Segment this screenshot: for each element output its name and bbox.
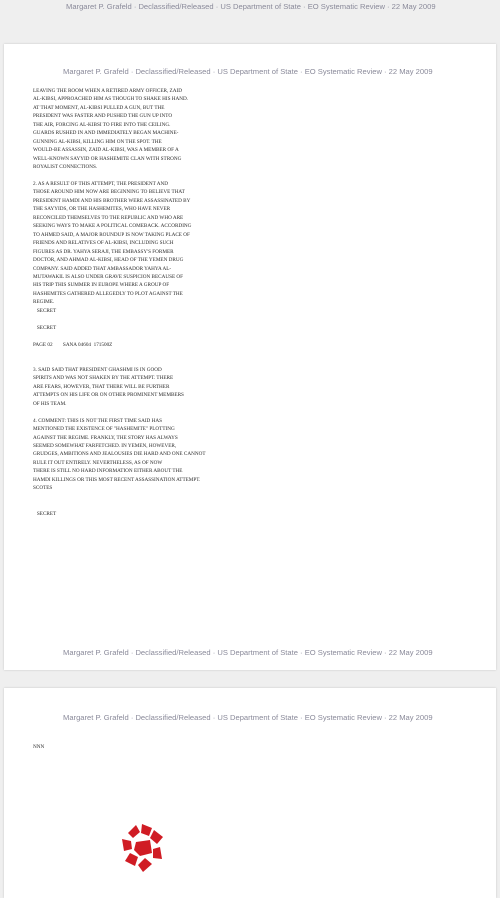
emblem-segments xyxy=(122,824,163,872)
body-line: GUARDS RUSHED IN AND IMMEDIATELY BEGAN MACHINE- xyxy=(33,130,179,137)
body-line: PAGE 02 SANA 04604 171500Z xyxy=(33,341,113,348)
body-line: SECRET xyxy=(33,324,57,331)
body-line: NNN xyxy=(33,744,45,750)
body-line: FRIENDS AND RELATIVES OF AL-KIBSI, INCLUDING SUCH xyxy=(33,240,174,247)
body-line: 2. AS A RESULT OF THIS ATTEMPT, THE PRESIDENT AND xyxy=(33,180,168,187)
body-line: AGAINST THE REGIME. FRANKLY, THE STORY HAS ALWAYS xyxy=(33,434,178,441)
body-line: COMPANY. SAID ADDED THAT AMBASSADOR YAHYA AL- xyxy=(33,265,172,272)
body-line: SEEKING WAYS TO MAKE A POLITICAL COMEBACK. ACCORDING xyxy=(33,223,192,230)
top-page-header: Margaret P. Grafeld · Declassified/Released · US Department of State · EO Systematic Review · 22 May 2009 xyxy=(66,2,436,11)
body-line: REGIME. xyxy=(33,299,55,306)
body-line: HAMDI KILLINGS OR THIS MOST RECENT ASSASSINATION ATTEMPT. xyxy=(33,476,201,483)
document-page-1 xyxy=(4,44,496,670)
body-line: SPIRITS AND WAS NOT SHAKEN BY THE ATTEMPT. THERE xyxy=(33,375,174,382)
body-line: LEAVING THE ROOM WHEN A RETIRED ARMY OFFICER, ZAID xyxy=(33,88,182,94)
body-line xyxy=(33,172,206,180)
body-line xyxy=(33,493,206,501)
body-line: THERE IS STILL NO HARD INFORMATION EITHER ABOUT THE xyxy=(33,468,183,475)
body-line: SEEMED SOMEWHAT FARFETCHED. IN YEMEN, HOWEVER, xyxy=(33,443,177,450)
body-line: RULE IT OUT ENTIRELY. NEVERTHELESS, AS OF NOW xyxy=(33,459,163,466)
body-line xyxy=(33,408,206,416)
page-2-body-text xyxy=(33,743,44,751)
body-line: THOSE AROUND HIM NOW ARE BEGINNING TO BELIEVE THAT xyxy=(33,189,185,196)
body-line: AT THAT MOMENT, AL-KIBSI PULLED A GUN, BUT THE xyxy=(33,104,165,111)
body-line: GRUDGES, AMBITIONS AND JEALOUSIES DIE HARD AND ONE CANNOT xyxy=(33,451,206,458)
body-line: HASHEMITES GATHERED ALLEGEDLY TO PLOT AGAINST THE xyxy=(33,290,183,297)
body-line: OF HIS TEAM. xyxy=(33,400,67,407)
body-line: HIS TRIP THIS SUMMER IN EUROPE WHERE A GROUP OF xyxy=(33,282,170,289)
body-line: SECRET xyxy=(33,510,57,517)
body-line: TO AHMED SAID, A MAJOR ROUNDUP IS NOW TAKING PLACE OF xyxy=(33,231,190,238)
body-line: ROYALIST CONNECTIONS. xyxy=(33,164,98,171)
body-line xyxy=(33,358,206,366)
body-line: MENTIONED THE EXISTENCE OF "HASHEMITE" PLOTTING xyxy=(33,426,175,433)
body-line: FIGURES AS DR. YAHYA SERAJI, THE EMBASSY'S FORMER xyxy=(33,248,174,255)
body-line: 3. SAID SAID THAT PRESIDENT GHASHMI IS IN GOOD xyxy=(33,366,162,373)
body-line: THE AIR, FORCING AL-KIBSI TO FIRE INTO THE CEILING. xyxy=(33,121,171,128)
body-line: DOCTOR, AND AHMAD AL-KIBSI, HEAD OF THE YEMEN DRUG xyxy=(33,257,184,264)
page-2-header: Margaret P. Grafeld · Declassified/Released · US Department of State · EO Systematic Review · 22 May 2009 xyxy=(63,713,433,722)
body-line: WOULD-BE ASSASSIN, ZAID AL-KIBSI, WAS A MEMBER OF A xyxy=(33,147,179,154)
body-line: MUTAWAKIL IS ALSO UNDER GRAVE SUSPICION BECAUSE OF xyxy=(33,273,184,280)
body-line: 4. COMMENT: THIS IS NOT THE FIRST TIME SAID HAS xyxy=(33,417,162,424)
body-line: GUNNING AL-KIBSI, KILLING HIM ON THE SPOT. THE xyxy=(33,138,162,145)
body-line: ATTEMPTS ON HIS LIFE OR ON OTHER PROMINENT MEMBERS xyxy=(33,392,184,399)
body-line: WELL-KNOWN SAYYID OR HASHEMITE CLAN WITH STRONG xyxy=(33,155,182,162)
body-line: THE SAYYIDS, OR THE HASHEMITES, WHO HAVE NEVER xyxy=(33,206,171,213)
body-line xyxy=(33,501,206,509)
page-1-body-text xyxy=(33,87,206,518)
body-line: AL-KIBSI, APPROACHED HIM AS THOUGH TO SHAKE HIS HAND. xyxy=(33,96,189,103)
body-line: SCOTES xyxy=(33,485,53,492)
body-line: SECRET xyxy=(33,307,57,314)
page-1-footer: Margaret P. Grafeld · Declassified/Released · US Department of State · EO Systematic Review · 22 May 2009 xyxy=(63,648,433,657)
red-emblem-logo xyxy=(116,820,172,876)
body-line: PRESIDENT HAMDI AND HIS BROTHER WERE ASSASSINATED BY xyxy=(33,197,191,204)
document-page-2 xyxy=(4,688,496,898)
body-line: ARE FEARS, HOWEVER, THAT THERE WILL BE FURTHER xyxy=(33,383,170,390)
body-line xyxy=(33,315,206,323)
body-line: RECONCILED THEMSELVES TO THE REPUBLIC AND WHO ARE xyxy=(33,214,184,221)
body-line xyxy=(33,332,206,340)
body-line: PRESIDENT WAS FASTER AND PUSHED THE GUN UP INTO xyxy=(33,113,173,120)
page-1-header: Margaret P. Grafeld · Declassified/Released · US Department of State · EO Systematic Review · 22 May 2009 xyxy=(63,67,433,76)
body-line xyxy=(33,349,206,357)
